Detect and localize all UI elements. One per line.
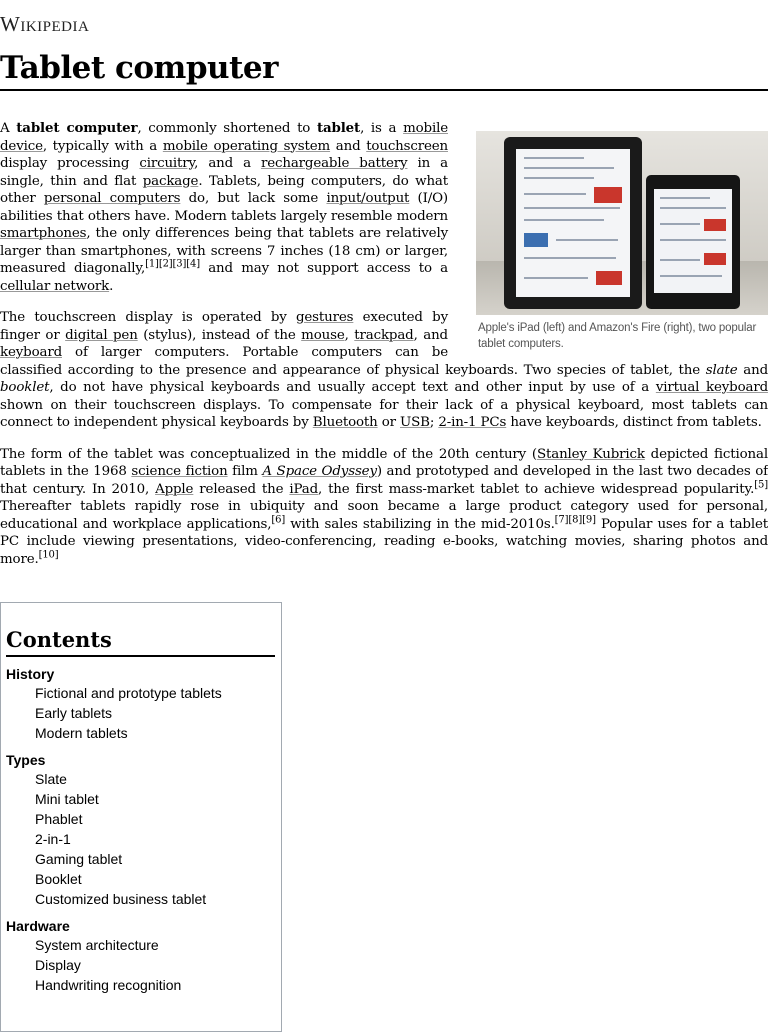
toc-heading: Contents (6, 627, 275, 657)
wikipedia-wordmark[interactable]: Wikipedia (0, 12, 89, 37)
link-package[interactable]: package (143, 174, 199, 189)
text: in a single, thin and flat (0, 156, 448, 189)
text: released the (193, 482, 289, 497)
screen-line (524, 177, 594, 179)
text: of larger computers. Portable computers can be classified according to the presence and appearance of physical keyboards. Two species of tablet, the (0, 345, 706, 378)
text: , the first mass-market tablet to achieve widespread popularity. (318, 482, 754, 497)
toc-item[interactable]: Booklet (6, 869, 281, 889)
text: and (330, 139, 366, 154)
link-mobile-os[interactable]: mobile operating system (163, 139, 330, 154)
text: . (109, 279, 113, 294)
screen-line (660, 223, 700, 225)
text: ) and prototyped and developed in the last two decades of that century. In 2010, (0, 464, 768, 497)
citation-ref[interactable]: [2] (159, 259, 173, 270)
link-virtual-keyboard[interactable]: virtual keyboard (656, 380, 768, 395)
screen-line (660, 259, 700, 261)
text: . Tablets, being computers, do what other (0, 174, 448, 207)
toc-item[interactable]: Mini tablet (6, 789, 281, 809)
link-bluetooth[interactable]: Bluetooth (313, 415, 378, 430)
citation-ref[interactable]: [6] (271, 514, 285, 525)
citation-ref[interactable]: [10] (39, 549, 59, 560)
fire-screen (654, 189, 732, 293)
link-circuitry[interactable]: circuitry (139, 156, 194, 171)
screen-line (524, 219, 604, 221)
text: ; (430, 415, 438, 430)
link-digital-pen[interactable]: digital pen (65, 328, 138, 343)
link-2-in-1-pcs[interactable]: 2-in-1 PCs (438, 415, 506, 430)
lead-figure (476, 131, 768, 352)
text: executed by finger or (0, 310, 448, 343)
link-a-space-odyssey[interactable]: A Space Odyssey (262, 464, 376, 479)
text: , the only differences being that tablets are relatively larger than smartphones, with screens 7 inches (18 cm) or larger, measured diagonally, (0, 226, 448, 276)
italic-term: booklet (0, 380, 49, 395)
toc-section-types[interactable]: Types (6, 751, 281, 769)
link-stanley-kubrick[interactable]: Stanley Kubrick (537, 447, 645, 462)
toc-item[interactable]: Gaming tablet (6, 849, 281, 869)
screen-thumbnail (524, 233, 548, 247)
link-apple[interactable]: Apple (155, 482, 193, 497)
link-cellular-network[interactable]: cellular network (0, 279, 109, 294)
text: , typically with a (43, 139, 163, 154)
screen-line (660, 207, 726, 209)
italic-term: slate (706, 363, 738, 378)
text: , is a (360, 121, 403, 136)
text: with sales stabilizing in the mid-2010s. (285, 517, 555, 532)
figure-caption: Apple's iPad (left) and Amazon's Fire (right), two popular tablet computers. (476, 320, 768, 352)
text: and (738, 363, 768, 378)
citation-ref[interactable]: [7] (555, 514, 569, 525)
link-keyboard[interactable]: keyboard (0, 345, 62, 360)
screen-thumbnail (704, 253, 726, 265)
screen-thumbnail (594, 187, 622, 203)
toc-item[interactable]: Handwriting recognition (6, 975, 281, 995)
text: , commonly shortened to (137, 121, 317, 136)
table-of-contents (0, 602, 282, 1032)
citation-ref[interactable]: [1] (145, 259, 159, 270)
ipad-screen (516, 149, 630, 297)
text: (stylus), instead of the (138, 328, 302, 343)
toc-section-history[interactable]: History (6, 665, 281, 683)
text: do, but lack some (180, 191, 326, 206)
screen-line (660, 197, 710, 199)
text: Popular uses for a tablet PC include viewing presentations, video-conferencing, reading e-books, watching movies, sharing photos and more. (0, 517, 768, 567)
link-science-fiction[interactable]: science fiction (131, 464, 227, 479)
toc-section-hardware[interactable]: Hardware (6, 917, 281, 935)
citation-ref[interactable]: [3] (173, 259, 187, 270)
text: and may not support access to a (200, 261, 448, 276)
text: The touchscreen display is operated by (0, 310, 296, 325)
link-rechargeable-battery[interactable]: rechargeable battery (261, 156, 408, 171)
link-mouse[interactable]: mouse (301, 328, 344, 343)
toc-item[interactable]: Modern tablets (6, 723, 281, 743)
text: , and a (194, 156, 261, 171)
link-smartphones[interactable]: smartphones (0, 226, 86, 241)
screen-thumbnail (596, 271, 622, 285)
toc-item[interactable]: System architecture (6, 935, 281, 955)
toc-item[interactable]: 2-in-1 (6, 829, 281, 849)
toc-item[interactable]: Fictional and prototype tablets (6, 683, 281, 703)
toc-item[interactable]: Early tablets (6, 703, 281, 723)
text: , (345, 328, 355, 343)
text: have keyboards, distinct from tablets. (506, 415, 762, 430)
text: , do not have physical keyboards and usually accept text and other input by use of a (49, 380, 655, 395)
text: shown on their touchscreen displays. To compensate for their lack of a physical keyboard, most tablets can connect to independent physical keyboards by (0, 398, 768, 431)
screen-line (524, 207, 620, 209)
text: or (378, 415, 400, 430)
link-mobile-device[interactable]: mobile device (0, 121, 448, 154)
page-title: Tablet computer (0, 48, 768, 91)
screen-line (524, 257, 616, 259)
link-touchscreen[interactable]: touchscreen (366, 139, 448, 154)
screen-line (524, 193, 586, 195)
link-ipad[interactable]: iPad (289, 482, 318, 497)
fire-device (646, 175, 740, 309)
paragraph-3 (0, 446, 768, 569)
link-trackpad[interactable]: trackpad (354, 328, 413, 343)
ipad-device (504, 137, 642, 309)
screen-line (660, 239, 726, 241)
citation-ref[interactable]: [9] (582, 514, 596, 525)
bold-term: tablet (317, 120, 360, 136)
screen-line (556, 239, 618, 241)
link-input-output[interactable]: input/output (326, 191, 409, 206)
citation-ref[interactable]: [4] (186, 259, 200, 270)
text: The form of the tablet was conceptualized in the middle of the 20th century ( (0, 447, 537, 462)
text: (I/O) abilities that others have. Modern tablets largely resemble modern (0, 191, 448, 224)
link-gestures[interactable]: gestures (296, 310, 353, 325)
toc-item[interactable]: Customized business tablet (6, 889, 281, 909)
text: , and (414, 328, 448, 343)
toc-item[interactable]: Slate (6, 769, 281, 789)
screen-line (660, 275, 722, 277)
text: A (0, 121, 16, 136)
text: display processing (0, 156, 139, 171)
screen-line (524, 277, 588, 279)
text: Thereafter tablets rapidly rose in ubiquity and soon became a large product category used for personal, educational and workplace applications, (0, 499, 768, 532)
toc-item[interactable]: Phablet (6, 809, 281, 829)
link-personal-computers[interactable]: personal computers (44, 191, 180, 206)
link-usb[interactable]: USB (400, 415, 430, 430)
toc-item[interactable]: Display (6, 955, 281, 975)
screen-line (524, 157, 584, 159)
article-body (0, 120, 768, 582)
citation-ref[interactable]: [5] (754, 479, 768, 490)
citation-ref[interactable]: [8] (568, 514, 582, 525)
bold-term: tablet computer (16, 120, 137, 136)
screen-thumbnail (704, 219, 726, 231)
text: depicted fictional tablets in the 1968 (0, 447, 768, 480)
screen-line (524, 167, 614, 169)
tablets-photo[interactable] (476, 131, 768, 315)
text: film (228, 464, 263, 479)
